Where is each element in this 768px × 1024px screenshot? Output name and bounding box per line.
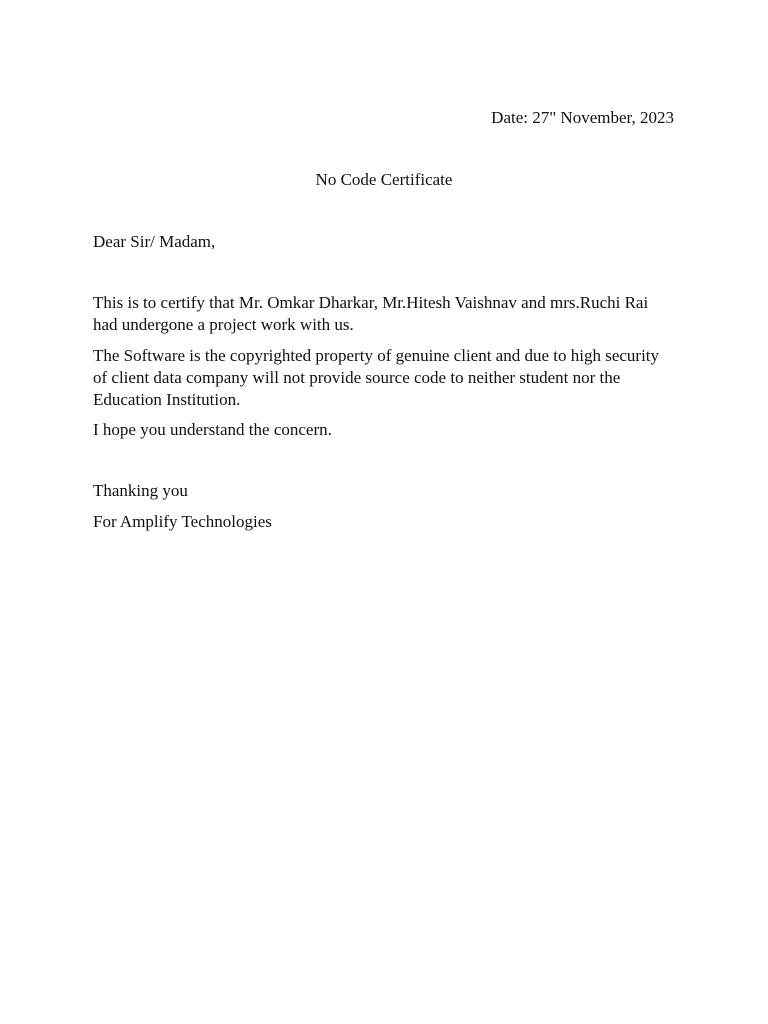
letter-date: Date: 27" November, 2023	[491, 108, 674, 127]
letter-closing: Thanking you	[93, 481, 188, 500]
letter-paragraph-copyright: The Software is the copyrighted property of genuine client and due to high security of client data company will not provide source code to neither student nor the Education Institution.	[93, 346, 660, 409]
letter-signoff: For Amplify Technologies	[93, 512, 272, 531]
letter-salutation: Dear Sir/ Madam,	[93, 232, 216, 251]
letter-title: No Code Certificate	[315, 170, 453, 189]
letter-paragraph-certification: This is to certify that Mr. Omkar Dharkar, Mr.Hitesh Vaishnav and mrs.Ruchi Rai had undergone a project work with us.	[93, 293, 649, 334]
letter-paragraph-concern: I hope you understand the concern.	[93, 420, 332, 439]
